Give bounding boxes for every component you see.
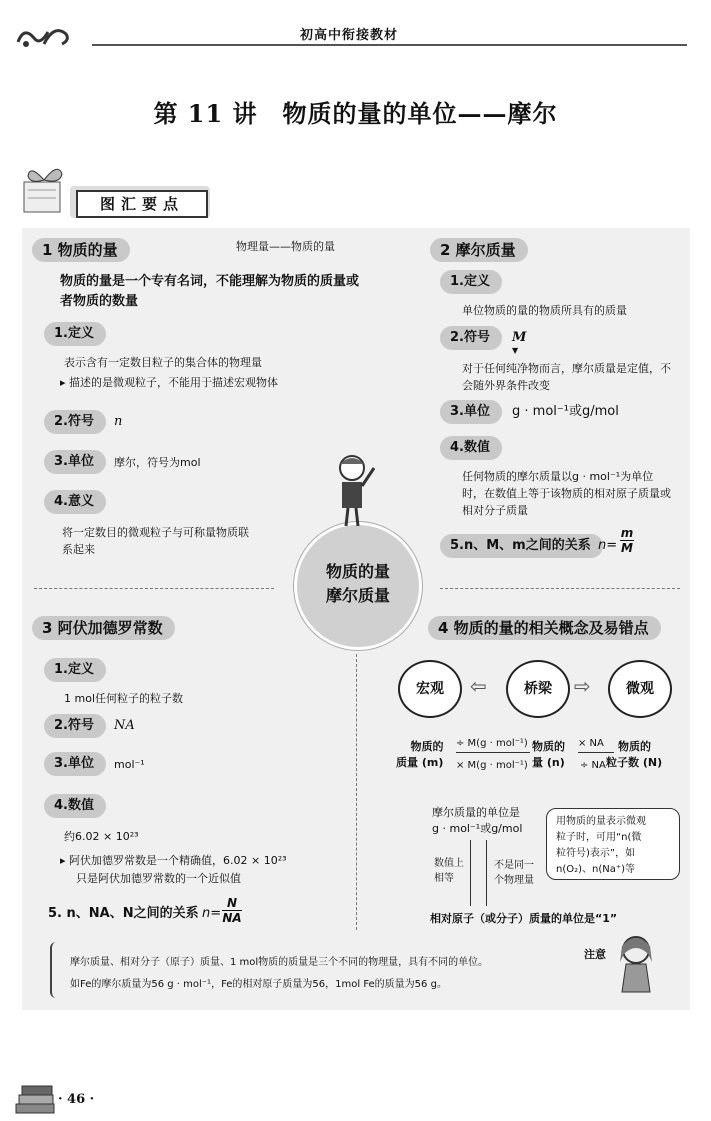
- s3-val-note-2: 只是阿伏加德罗常数的一个近似值: [76, 872, 241, 885]
- s3-rel-num: N: [226, 896, 238, 910]
- header-rule: [92, 44, 687, 46]
- s4-op-bot: × M(g · mol⁻¹): [456, 760, 528, 771]
- girl-figure-icon: [614, 932, 658, 998]
- s4-bridge: 桥梁: [506, 660, 570, 718]
- note-text: [70, 952, 488, 996]
- s3-val-label: 4.数值: [44, 794, 106, 818]
- s3-val-note-1: ▸ 阿伏加德罗常数是一个精确值，6.02 × 10²³: [60, 852, 287, 869]
- s3-sym-label: 2.符号: [44, 714, 106, 738]
- s3-rel-den: NA: [222, 911, 242, 925]
- divider-right: [440, 588, 680, 589]
- page-number: · 46 ·: [58, 1092, 95, 1107]
- s4-neq-label-1: 不是同一: [494, 860, 534, 871]
- s2-unit-text: g · mol⁻¹或g/mol: [512, 404, 619, 419]
- s4-warning-text: [556, 814, 646, 878]
- s2-sym-note: 对于任何纯净物而言，摩尔质量是定值，不会随外界条件改变: [462, 362, 671, 392]
- s2-heading: 2 摩尔质量: [430, 238, 528, 262]
- book-stack-icon: [14, 1082, 58, 1116]
- s3-rel-label: 5. n、NA、N之间的关系: [48, 906, 199, 921]
- s1-side-note: 物理量——物质的量: [236, 240, 335, 253]
- s4-arrow-2: [578, 752, 614, 753]
- s4-mm-unit-l1: 摩尔质量的单位是: [432, 806, 520, 819]
- s1-sym-label: 2.符号: [44, 410, 106, 434]
- s3-unit-label: 3.单位: [44, 752, 106, 776]
- s2-sym-text: M: [512, 330, 527, 345]
- s3-rel-lhs: n=: [202, 906, 222, 921]
- s2-rel-fraction: [620, 526, 634, 555]
- s2-sym-label: 2.符号: [440, 326, 502, 350]
- s1-unit-text: 摩尔，符号为mol: [114, 456, 201, 469]
- s1-intro: 物质的量是一个专有名词，不能理解为物质的质量或者物质的数量: [60, 274, 360, 309]
- arrow-left-icon: ⇦: [470, 674, 487, 698]
- s4-warn-4: n(O₂)、n(Na⁺)等: [556, 864, 636, 875]
- s4-eq-label: [434, 856, 464, 886]
- s4-eq-label-1: 数值上: [434, 858, 464, 869]
- arrow-right-icon: ⇨: [574, 674, 591, 698]
- s4-macro: 宏观: [398, 660, 462, 718]
- s3-sym-text: NA: [114, 718, 135, 733]
- divider-left: [34, 588, 274, 589]
- header-title: 初高中衔接教材: [300, 28, 399, 43]
- s1-heading: 1 物质的量: [32, 238, 130, 262]
- s4-neq-label: [494, 858, 534, 888]
- s2-rel-den: M: [621, 541, 633, 555]
- s4-op2-bot: ÷ NA: [580, 760, 606, 771]
- s1-unit-label: 3.单位: [44, 450, 106, 474]
- s2-def-text: 单位物质的量的物质所具有的质量: [462, 304, 627, 317]
- s4-arrow-1: [456, 752, 530, 753]
- s3-heading: 3 阿伏加德罗常数: [32, 616, 175, 640]
- section-tag: 图汇要点: [76, 190, 208, 218]
- s1-meaning-text: 将一定数目的微观粒子与可称量物质联系起来: [62, 526, 249, 556]
- s2-unit-label: 3.单位: [440, 400, 502, 424]
- s4-eq-label-2: 相等: [434, 873, 454, 884]
- s2-rel-lhs: n=: [598, 538, 618, 553]
- s1-sym-text: n: [114, 414, 123, 429]
- s4-neq-label-2: 个物理量: [494, 875, 534, 886]
- s4-bottom-text: 相对原子（或分子）质量的单位是“1”: [430, 912, 618, 925]
- s4-line-eq: [470, 840, 471, 906]
- s4-heading: 4 物质的量的相关概念及易错点: [428, 616, 661, 640]
- s4-op-top: ÷ M(g · mol⁻¹): [456, 738, 528, 749]
- s4-warn-3: 粒符号)表示”，如: [556, 848, 636, 859]
- s3-def-label: 1.定义: [44, 658, 106, 682]
- s4-line-neq: [486, 840, 487, 906]
- s4-warn-2: 粒子时，可用“n(微: [556, 832, 642, 843]
- s3-val-text: 约6.02 × 10²³: [64, 830, 139, 843]
- s4-mid-l1: 物质的: [532, 740, 565, 753]
- note-line-2: 如Fe的摩尔质量为56 g · mol⁻¹，Fe的相对原子质量为56，1mol Fe的质量为56 g。: [70, 979, 447, 990]
- s4-right-l2: 粒子数 (N): [606, 756, 663, 769]
- s3-unit-text: mol⁻¹: [114, 758, 145, 771]
- arrow-down-icon: ▼: [512, 346, 519, 355]
- lesson-title: 第 11 讲 物质的量的单位——摩尔: [153, 99, 558, 128]
- s3-rel-fraction: [222, 896, 242, 925]
- s4-left-l2: 质量 (m): [396, 756, 444, 769]
- s2-val-label: 4.数值: [440, 436, 502, 460]
- s1-meaning-label: 4.意义: [44, 490, 106, 514]
- s4-mm-unit-l2: g · mol⁻¹或g/mol: [432, 822, 523, 835]
- publisher-logo-icon: [14, 20, 74, 52]
- s2-rel-label: 5.n、M、m之间的关系: [440, 534, 603, 558]
- center-line-2: 摩尔质量: [325, 586, 390, 605]
- s2-val-text: 任何物质的摩尔质量以g · mol⁻¹为单位时，在数值上等于该物质的相对原子质量或相对分子质量: [462, 470, 671, 517]
- s1-def-text: 表示含有一定数目粒子的集合体的物理量: [64, 356, 262, 369]
- student-figure-icon: [330, 452, 380, 528]
- s1-def-label: 1.定义: [44, 322, 106, 346]
- s4-op2-top: × NA: [578, 738, 604, 749]
- s4-mid-l2: 量 (n): [532, 756, 565, 769]
- center-line-1: 物质的量: [325, 562, 390, 581]
- s2-def-label: 1.定义: [440, 270, 502, 294]
- butterfly-notebook-icon: [20, 160, 70, 216]
- s4-left-l1: 物质的: [410, 740, 444, 753]
- s4-right-l1: 物质的: [618, 740, 651, 753]
- note-label: 注意: [584, 948, 606, 961]
- s4-micro: 微观: [608, 660, 672, 718]
- center-title: [294, 560, 422, 608]
- s1-def-note: ▸ 描述的是微观粒子，不能用于描述宏观物体: [60, 374, 278, 391]
- divider-vertical: [356, 654, 357, 930]
- note-line-1: 摩尔质量、相对分子（原子）质量、1 mol物质的质量是三个不同的物理量，具有不同的单位。: [70, 957, 489, 968]
- s2-rel-num: m: [620, 526, 634, 540]
- s3-def-text: 1 mol任何粒子的粒子数: [64, 692, 183, 705]
- s4-warn-1: 用物质的量表示微观: [556, 816, 646, 827]
